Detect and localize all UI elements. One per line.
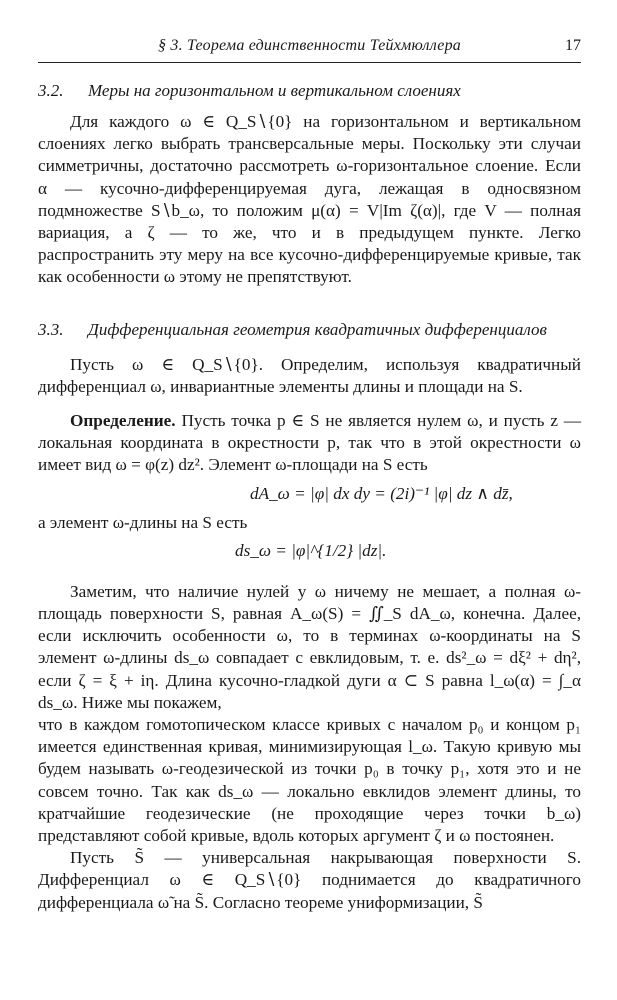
- paragraph: Для каждого ω ∈ Q_S∖{0} на горизонтальном и вертикальном слоениях легко выбрать трансверсальные меры. Поскольку эти случаи симметричны, достаточно рассмотреть ω-горизонтальное слоение. Если α — кусочно-дифференцируемая дуга, лежащая в односвязном подмножестве S∖b_ω, то положим μ(α) = V|Im ζ(α)|, где V — полная вариация, а ζ — то же, что и в предыдущем пункте. Легко распространить эту меру на все кусочно-дифференцируемые кривые, так как особенности ω этому не препятствуют.: [38, 112, 581, 287]
- paragraph: Пусть S̃ — универсальная накрывающая поверхности S. Дифференциал ω ∈ Q_S∖{0} поднимается до квадратичного дифференциала ω̃ на S̃. Согласно теореме униформизации, S̃: [38, 848, 581, 912]
- section-number: 3.3.: [38, 319, 64, 339]
- page-content: [38, 80, 581, 914]
- running-header: [38, 28, 581, 63]
- section-3-3-heading: [38, 319, 581, 340]
- paragraph: Заметим, что наличие нулей у ω ничему не мешает, а полная ω-площадь поверхности S, равная A_ω(S) = ∬_S dA_ω, конечна. Далее, если исключить особенности ω, то в терминах ω-координаты на S элемент ω-длины ds_ω совпадает с евклидовым, т. е. ds²_ω = dξ² + dη², если ζ = ξ + iη. Длина кусочно-гладкой дуги α ⊂ S равна l_ω(α) = ∫_α ds_ω. Ниже мы покажем,: [38, 581, 581, 712]
- definition-label: Определение.: [70, 411, 176, 431]
- paragraph: что в каждом гомотопическом классе кривых с началом p₀ и концом p₁ имеется единственная кривая, минимизирующая l_ω. Такую кривую мы будем называть ω-геодезической из точки p₀ в точку p₁, хотя это и не совсем точно. Так как ds_ω — локально евклидов элемент длины, то кратчайшие геодезические (не проходящие через точки b_ω) представляют собой кривые, вдоль которых аргумент ζ и ω постоянен.: [38, 715, 581, 846]
- definition-paragraph: [38, 410, 581, 477]
- page-number: 17: [565, 37, 581, 54]
- definition-text: Пусть точка p ∈ S не является нулем ω, и пусть z — локальная координата в окрестности p, так что в этой окрестности ω имеет вид ω = φ(z) dz². Элемент ω-площади на S есть: [38, 411, 582, 475]
- formula-area: dA_ω = |φ| dx dy = (2i)⁻¹ |φ| dz ∧ dz̄,: [250, 483, 513, 503]
- formula-length: ds_ω = |φ|^{1/2} |dz|.: [235, 540, 387, 560]
- section-number: 3.2.: [38, 81, 64, 100]
- section-3-2-heading: [38, 80, 581, 101]
- section-title: Дифференциальная геометрия квадратичных дифференциалов: [88, 319, 547, 339]
- running-title: § 3. Теорема единственности Тейхмюллера: [158, 37, 461, 54]
- paragraph: Пусть ω ∈ Q_S∖{0}. Определим, используя квадратичный дифференциал ω, инвариантные элементы длины и площади на S.: [38, 354, 581, 396]
- paragraph: а элемент ω-длины на S есть: [38, 512, 248, 532]
- section-title: Меры на горизонтальном и вертикальном слоениях: [88, 81, 461, 100]
